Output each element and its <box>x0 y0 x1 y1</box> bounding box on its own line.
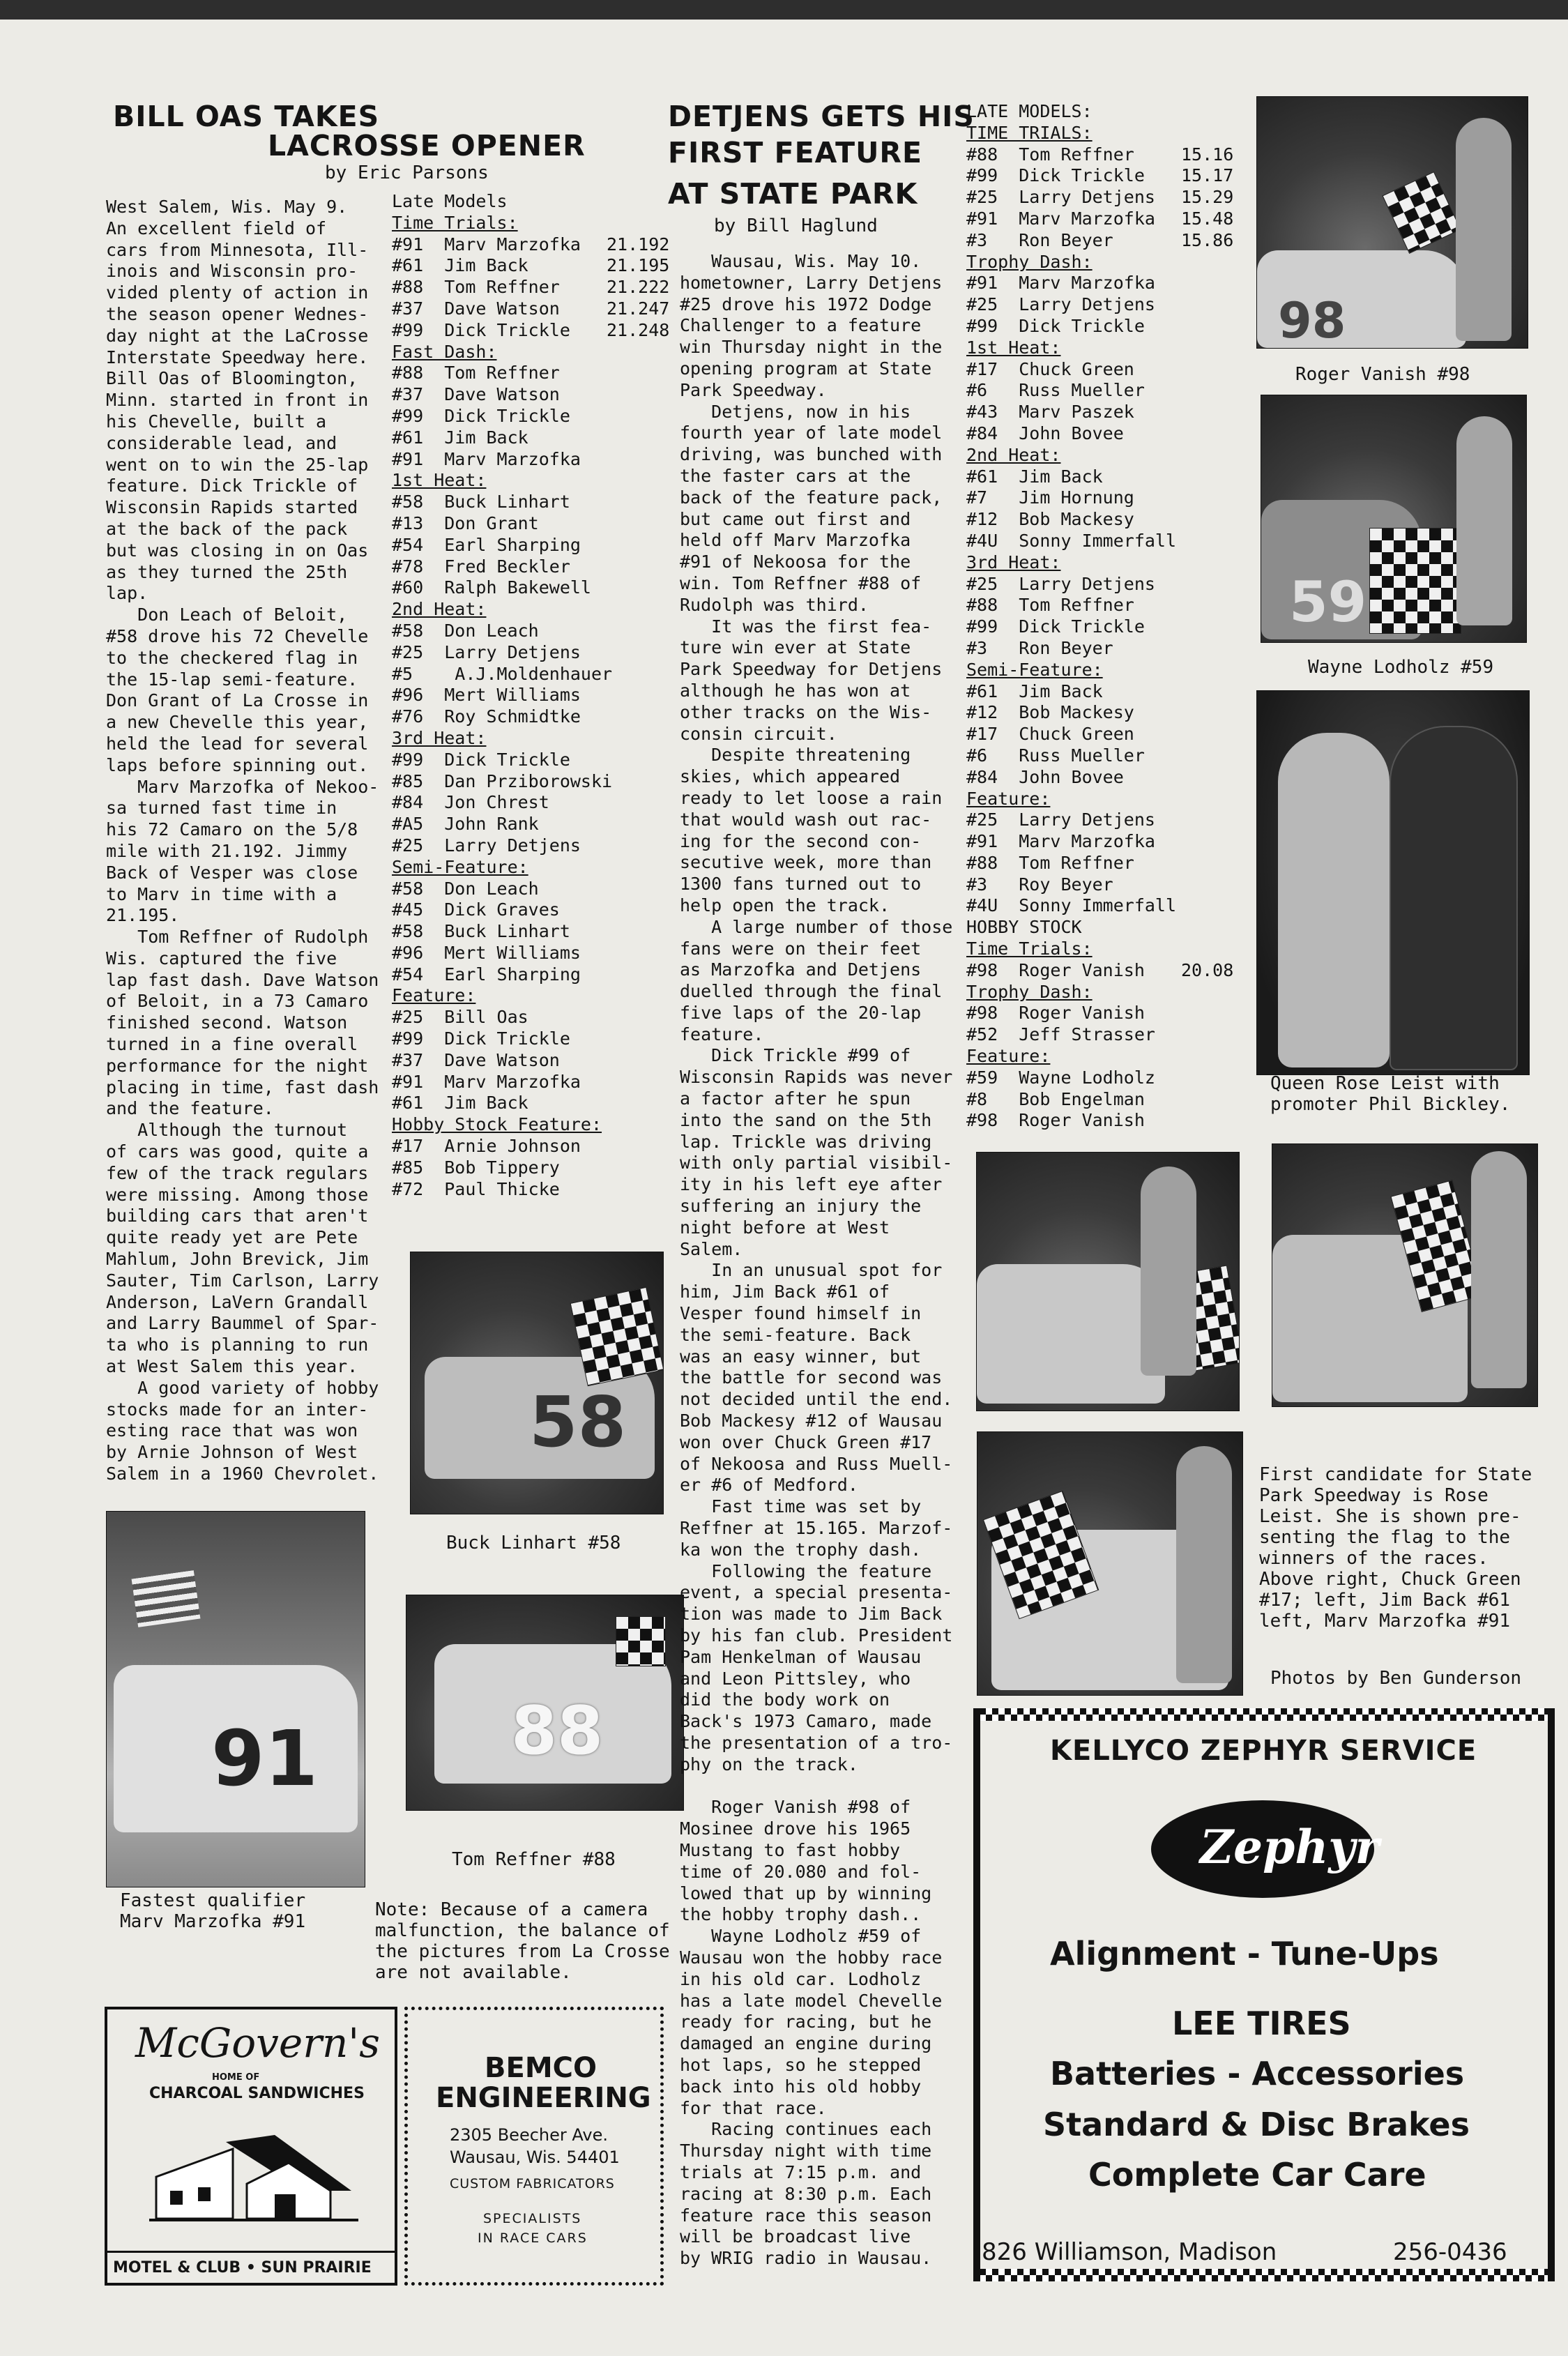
mcgovern-line1: HOME OF <box>212 2072 260 2083</box>
kellyco-line4: Standard & Disc Brakes <box>1043 2106 1470 2143</box>
marv-marzofka-photo <box>106 1511 365 1887</box>
mcgovern-ad <box>105 2007 397 2286</box>
chuck-green-photo <box>1272 1143 1538 1407</box>
driver-entry: #91 Marv Marzofka <box>966 831 1155 852</box>
driver-entry: #99 Dick Trickle <box>392 749 570 770</box>
mcgovern-footer: MOTEL & CLUB • SUN PRAIRIE <box>113 2259 372 2277</box>
lap-time: 15.29 <box>1181 187 1234 208</box>
lap-time: 15.48 <box>1181 208 1234 229</box>
lap-time: 21.248 <box>607 319 670 340</box>
results-row <box>966 294 1233 316</box>
results-row <box>966 466 1233 488</box>
results-row <box>966 402 1233 423</box>
bemco-address1: 2305 Beecher Ave. <box>450 2125 608 2145</box>
marv-marzofka-caption: Fastest qualifier Marv Marzofka #91 <box>120 1890 306 1932</box>
article2-headline-line3: AT STATE PARK <box>668 177 918 211</box>
results-row <box>392 879 669 900</box>
driver-entry: #37 Dave Watson <box>392 1049 560 1070</box>
results-row <box>392 535 669 556</box>
results-heading: Hobby Stock Feature: <box>392 1114 602 1135</box>
driver-entry: #91 Marv Marzofka <box>966 208 1155 229</box>
article2-headline-line2: FIRST FEATURE <box>668 136 923 169</box>
driver-entry: #54 Earl Sharping <box>392 964 581 985</box>
driver-entry: #88 Tom Reffner <box>392 277 560 298</box>
results-row <box>392 384 669 406</box>
driver-entry: #88 Tom Reffner <box>392 363 560 383</box>
bemco-name1: BEMCO <box>485 2052 597 2084</box>
lap-time: 21.195 <box>607 255 670 276</box>
results-row <box>966 230 1233 252</box>
results-row <box>392 298 669 320</box>
bemco-spec2: IN RACE CARS <box>478 2230 588 2246</box>
results-row <box>966 487 1233 509</box>
results-row <box>392 685 669 706</box>
driver-entry: #12 Bob Mackesy <box>966 509 1134 530</box>
results-heading: Feature: <box>392 985 476 1006</box>
kellyco-line3: Batteries - Accessories <box>1050 2055 1465 2092</box>
bemco-name2: ENGINEERING <box>436 2082 651 2114</box>
lap-time: 20.08 <box>1181 959 1234 980</box>
article2-results-title: LATE MODELS: <box>966 101 1093 121</box>
results-heading: TIME TRIALS: <box>966 122 1093 143</box>
queen-promoter-caption: Queen Rose Leist with promoter Phil Bickley. <box>1270 1073 1511 1115</box>
results-row <box>392 771 669 793</box>
driver-entry: #85 Dan Prziborowski <box>392 770 613 791</box>
mcgovern-building-drawing <box>149 2114 358 2226</box>
driver-entry: #3 Ron Beyer <box>966 229 1113 250</box>
lap-time: 15.16 <box>1181 144 1234 165</box>
driver-entry: #58 Don Leach <box>392 620 539 641</box>
kellyco-line2: LEE TIRES <box>1172 2005 1351 2042</box>
scan-top-edge <box>0 0 1568 20</box>
results-row <box>966 509 1233 531</box>
driver-entry: #37 Dave Watson <box>392 298 560 319</box>
results-heading: Feature: <box>966 788 1051 809</box>
results-row <box>966 853 1233 874</box>
driver-entry: #84 John Bovee <box>966 423 1124 443</box>
car-number-label: 98 <box>1278 292 1346 349</box>
wayne-lodholz-caption: Wayne Lodholz #59 <box>1308 657 1494 678</box>
hobby-stock-title: HOBBY STOCK <box>966 917 1082 938</box>
driver-entry: #58 Buck Linhart <box>392 492 570 512</box>
results-row <box>966 745 1233 767</box>
results-row <box>392 449 669 471</box>
hobby-stock-results-list <box>966 938 1233 1132</box>
results-row <box>392 277 669 298</box>
driver-entry: #61 Jim Back <box>966 681 1103 701</box>
driver-entry: #17 Arnie Johnson <box>392 1136 581 1157</box>
car-number-label: 88 <box>511 1693 604 1770</box>
results-heading: Trophy Dash: <box>966 251 1093 272</box>
camera-note: Note: Because of a camera malfunction, the balance of the pictures from La Crosse are not available. <box>375 1899 670 1983</box>
driver-entry: #60 Ralph Bakewell <box>392 577 591 598</box>
results-row <box>966 960 1233 982</box>
driver-entry: #25 Larry Detjens <box>392 835 581 856</box>
results-row <box>392 1028 669 1050</box>
results-row <box>392 1050 669 1072</box>
driver-entry: #96 Mert Williams <box>392 685 581 706</box>
driver-entry: #78 Fred Beckler <box>392 556 570 577</box>
mcgovern-name: McGovern's <box>135 2019 381 2067</box>
buck-linhart-caption: Buck Linhart #58 <box>446 1533 621 1553</box>
results-row <box>392 814 669 835</box>
driver-entry: #45 Dick Graves <box>392 899 560 920</box>
results-row <box>392 921 669 943</box>
results-row <box>392 664 669 685</box>
driver-entry: #61 Jim Back <box>966 466 1103 487</box>
results-row <box>392 234 669 256</box>
driver-entry: #61 Jim Back <box>392 1093 528 1114</box>
driver-entry: #98 Roger Vanish <box>966 959 1145 980</box>
results-row <box>966 423 1233 445</box>
results-row <box>392 406 669 427</box>
results-row <box>966 831 1233 853</box>
driver-entry: #88 Tom Reffner <box>966 595 1134 616</box>
results-row <box>392 1007 669 1028</box>
results-heading: 2nd Heat: <box>966 444 1061 465</box>
article2-body: Wausau, Wis. May 10. hometowner, Larry Detjens #25 drove his 1972 Dodge Challenger to a feature win Thursday night in the opening program at State Park Speedway. Detjens, now in his fourth year of late model driving, was bunched with the faster cars at the back of the feature pack, but came out first and held off Marv Marzofka #91 of Nekoosa for the win. Tom Reffner #88 of Rudolph was third. It was the first fea- ture win ever at State Park Speedway for Detjens although he has won at other tracks on the Wis- consin circuit. Despite threatening skies, which appeared ready to let loose a rain that would wash out rac- ing for the second con- secutive week, more than 1300 fans turned out to help open the track. A large number of those fans were on their feet as Marzofka and Detjens duelled through the final five laps of the 20-lap feature. Dick Trickle #99 of Wisconsin Rapids was never a factor after he spun into the sand on the 5th lap. Trickle was driving with only partial visibil- ity in his left eye after suffering an injury the night before at West Salem. In an unusual spot for him, Jim Back #61 of Vesper found himself in the semi-feature. Back was an easy winner, but the battle for second was not decided until the end. Bob Mackesy #12 of Wausau won over Chuck Green #17 of Nekoosa and Russ Muell- er #6 of Medford. Fast time was set by Reffner at 15.165. Marzof- ka won the trophy dash. Following the feature event, a special presenta- tion was made to Jim Back by his fan club. President Pam Henkelman of Wausau and Leon Pittsley, who did the body work on Back's 1973 Camaro, made the presentation of a tro- phy on the track. Roger Vanish #98 of Mosinee drove his 1965 Mustang to fast hobby time of 20.080 and fol- lowed that up by winning the hobby trophy dash.. Wayne Lodholz #59 of Wausau won the hobby race in his old car. Lodholz has a late model Chevelle ready for racing, but he damaged an engine during hot laps, so he stepped back into his old hobby for that race. Racing continues each Thursday night with time trials at 7:15 p.m. and racing at 8:30 p.m. Each feature race this season will be broadcast live by WRIG radio in Wausau. <box>680 251 953 2269</box>
kellyco-phone: 256-0436 <box>1393 2238 1507 2266</box>
driver-entry: #76 Roy Schmidtke <box>392 706 581 727</box>
car-number-label: 58 <box>529 1381 627 1463</box>
results-row <box>966 810 1233 831</box>
results-heading: 2nd Heat: <box>392 599 487 620</box>
driver-entry: #99 Dick Trickle <box>392 319 570 340</box>
results-heading: 3rd Heat: <box>966 552 1061 572</box>
roger-vanish-photo <box>1256 96 1528 349</box>
results-row <box>966 208 1233 230</box>
results-row <box>966 595 1233 616</box>
kellyco-address: 826 Williamson, Madison <box>982 2238 1277 2266</box>
results-row <box>966 1067 1233 1089</box>
results-row <box>966 1003 1233 1024</box>
lap-time: 15.17 <box>1181 165 1234 186</box>
driver-entry: #99 Dick Trickle <box>966 165 1145 186</box>
results-row <box>392 792 669 814</box>
driver-entry: #88 Tom Reffner <box>966 852 1134 873</box>
driver-entry: #25 Larry Detjens <box>392 641 581 662</box>
bemco-address2: Wausau, Wis. 54401 <box>450 2148 620 2167</box>
driver-entry: #4U Sonny Immerfall <box>966 530 1177 551</box>
driver-entry: #61 Jim Back <box>392 427 528 448</box>
results-row <box>392 1136 669 1157</box>
results-heading: Semi-Feature: <box>392 856 528 877</box>
results-row <box>392 750 669 771</box>
results-heading: Feature: <box>966 1046 1051 1067</box>
results-heading: 1st Heat: <box>966 337 1061 358</box>
results-row <box>966 638 1233 660</box>
results-row <box>392 899 669 921</box>
driver-entry: #91 Marv Marzofka <box>392 234 581 254</box>
results-row <box>392 363 669 384</box>
driver-entry: #99 Dick Trickle <box>392 405 570 426</box>
queen-promoter-photo <box>1256 690 1530 1075</box>
driver-entry: #91 Marv Marzofka <box>392 1071 581 1092</box>
driver-entry: #84 Jon Chrest <box>392 792 549 813</box>
results-heading: Trophy Dash: <box>966 981 1093 1002</box>
driver-entry: #17 Chuck Green <box>966 358 1134 379</box>
results-row <box>392 577 669 599</box>
results-row <box>392 1179 669 1201</box>
driver-entry: #99 Dick Trickle <box>966 315 1145 336</box>
article2-results-list <box>966 123 1233 917</box>
article2-headline-line1: DETJENS GETS HIS <box>668 100 975 133</box>
article2-byline: by Bill Haglund <box>714 215 878 236</box>
results-row <box>392 427 669 449</box>
results-row <box>392 706 669 728</box>
lap-time: 21.247 <box>607 298 670 319</box>
article1-results-title: Late Models <box>392 191 508 211</box>
zephyr-logo <box>1151 1800 1380 1898</box>
driver-entry: #25 Larry Detjens <box>966 294 1155 315</box>
driver-entry: #91 Marv Marzofka <box>966 273 1155 294</box>
article1-headline-line2: LACROSSE OPENER <box>268 129 586 162</box>
driver-entry: #98 Roger Vanish <box>966 1110 1145 1131</box>
results-row <box>392 513 669 535</box>
lap-time: 15.86 <box>1181 229 1234 250</box>
kellyco-line1: Alignment - Tune-Ups <box>1050 1935 1439 1973</box>
driver-entry: #6 Russ Mueller <box>966 380 1145 401</box>
driver-entry: #84 John Bovee <box>966 766 1124 787</box>
results-row <box>392 1157 669 1179</box>
driver-entry: #59 Wayne Lodholz <box>966 1067 1155 1088</box>
results-row <box>966 1089 1233 1111</box>
driver-entry: #58 Don Leach <box>392 878 539 899</box>
results-row <box>966 187 1233 208</box>
results-heading: Time Trials: <box>966 938 1093 959</box>
driver-entry: #25 Larry Detjens <box>966 810 1155 830</box>
article1-headline-line1: BILL OAS TAKES <box>113 100 380 133</box>
article1-results <box>392 191 669 1200</box>
driver-entry: #3 Ron Beyer <box>966 637 1113 658</box>
article1-byline: by Eric Parsons <box>325 162 489 183</box>
driver-entry: #96 Mert Williams <box>392 942 581 963</box>
bemco-tag: CUSTOM FABRICATORS <box>450 2176 615 2191</box>
results-row <box>966 895 1233 917</box>
results-heading: Time Trials: <box>392 212 518 233</box>
driver-entry: #99 Dick Trickle <box>392 1028 570 1049</box>
driver-entry: #54 Earl Sharping <box>392 534 581 555</box>
car-number-label: 59 <box>1289 570 1367 634</box>
buck-linhart-photo <box>410 1252 664 1514</box>
photo-credit: Photos by Ben Gunderson <box>1270 1668 1522 1689</box>
results-row <box>966 316 1233 337</box>
results-row <box>392 1093 669 1114</box>
kellyco-title: KELLYCO ZEPHYR SERVICE <box>1050 1735 1477 1767</box>
results-row <box>966 874 1233 896</box>
lap-time: 21.192 <box>607 234 670 254</box>
results-row <box>392 943 669 964</box>
driver-entry: #12 Bob Mackesy <box>966 702 1134 723</box>
driver-entry: #17 Chuck Green <box>966 724 1134 745</box>
driver-entry: #88 Tom Reffner <box>966 144 1134 165</box>
driver-entry: #85 Bob Tippery <box>392 1157 560 1178</box>
driver-entry: #25 Larry Detjens <box>966 573 1155 594</box>
driver-entry: #52 Jeff Strasser <box>966 1024 1155 1045</box>
wayne-lodholz-photo <box>1261 395 1527 643</box>
results-heading: Fast Dash: <box>392 341 497 362</box>
results-row <box>392 964 669 986</box>
zephyr-logo-text: Zephyr <box>1200 1820 1380 1874</box>
results-row <box>392 621 669 642</box>
driver-entry: #A5 John Rank <box>392 814 539 835</box>
results-row <box>966 767 1233 789</box>
results-row <box>966 165 1233 187</box>
jim-back-photo <box>977 1431 1243 1696</box>
car-number-label: 91 <box>211 1714 319 1803</box>
results-row <box>966 1110 1233 1132</box>
results-row <box>966 574 1233 595</box>
driver-entry: #25 Larry Detjens <box>966 187 1155 208</box>
results-row <box>392 835 669 857</box>
driver-entry: #91 Marv Marzofka <box>392 448 581 469</box>
marzofka-flag-photo <box>976 1152 1240 1411</box>
driver-entry: #72 Paul Thicke <box>392 1178 560 1199</box>
results-row <box>966 702 1233 724</box>
driver-entry: #43 Marv Paszek <box>966 402 1134 423</box>
results-row <box>966 531 1233 552</box>
results-row <box>966 1024 1233 1046</box>
results-row <box>392 1072 669 1093</box>
rose-leist-caption: First candidate for State Park Speedway is Rose Leist. She is shown pre- senting the flag to the winners of the races. Above right, Chuck Green #17; left, Jim Back #61 left, Marv Marzofka #91 <box>1259 1464 1532 1632</box>
results-heading: Semi-Feature: <box>966 659 1103 680</box>
driver-entry: #5 A.J.Moldenhauer <box>392 663 613 684</box>
bemco-ad <box>404 2007 664 2286</box>
driver-entry: #58 Buck Linhart <box>392 921 570 942</box>
article1-body: West Salem, Wis. May 9. An excellent field of cars from Minnesota, Ill- inois and Wisconsin pro- vided plenty of action in the season opener Wednes- day night at the LaCrosse Interstate Speedway here. Bill Oas of Bloomington, Minn. started in front in his Chevelle, built a considerable lead, and went on to win the 25-lap feature. Dick Trickle of Wisconsin Rapids started at the back of the pack but was closing in on Oas as they turned the 25th lap. Don Leach of Beloit, #58 drove his 72 Chevelle to the checkered flag in the 15-lap semi-feature. Don Grant of La Crosse in a new Chevelle this year, held the lead for several laps before spinning out. Marv Marzofka of Nekoo- sa turned fast time in his 72 Camaro on the 5/8 mile with 21.192. Jimmy Back of Vesper was close to Marv in time with a 21.195. Tom Reffner of Rudolph Wis. captured the five lap fast dash. Dave Watson of Beloit, in a 73 Camaro finished second. Watson turned in a fine overall performance for the night placing in time, fast dash and the feature. Although the turnout of cars was good, quite a few of the track regulars were missing. Among those building cars that aren't quite ready yet are Pete Mahlum, John Brevick, Jim Sauter, Tim Carlson, Larry Anderson, LaVern Grandall and Larry Baummel of Spar- ta who is planning to run at West Salem this year. A good variety of hobby stocks made for an inter- esting race that was won by Arnie Johnson of West Salem in a 1960 Chevrolet. <box>106 197 379 1484</box>
results-row <box>966 380 1233 402</box>
results-row <box>966 359 1233 381</box>
tom-reffner-photo <box>406 1595 684 1811</box>
driver-entry: #37 Dave Watson <box>392 384 560 405</box>
driver-entry: #25 Bill Oas <box>392 1007 528 1028</box>
kellyco-ad <box>973 1708 1555 2281</box>
results-row <box>392 255 669 277</box>
tom-reffner-caption: Tom Reffner #88 <box>452 1849 616 1870</box>
lap-time: 21.222 <box>607 277 670 298</box>
results-row <box>392 320 669 342</box>
driver-entry: #61 Jim Back <box>392 255 528 276</box>
results-row <box>966 681 1233 703</box>
driver-entry: #98 Roger Vanish <box>966 1003 1145 1024</box>
roger-vanish-caption: Roger Vanish #98 <box>1295 364 1470 385</box>
bemco-spec1: SPECIALISTS <box>483 2211 582 2226</box>
results-row <box>966 724 1233 745</box>
driver-entry: #7 Jim Hornung <box>966 487 1134 508</box>
results-row <box>392 642 669 664</box>
driver-entry: #4U Sonny Immerfall <box>966 895 1177 916</box>
driver-entry: #3 Roy Beyer <box>966 874 1113 895</box>
results-row <box>966 616 1233 638</box>
driver-entry: #99 Dick Trickle <box>966 616 1145 637</box>
article1-results-list <box>392 213 669 1201</box>
kellyco-line5: Complete Car Care <box>1088 2156 1426 2194</box>
driver-entry: #13 Don Grant <box>392 512 539 533</box>
results-heading: 3rd Heat: <box>392 727 487 748</box>
results-row <box>966 273 1233 294</box>
driver-entry: #6 Russ Mueller <box>966 745 1145 766</box>
results-row <box>966 144 1233 166</box>
mcgovern-line2: CHARCOAL SANDWICHES <box>149 2085 365 2102</box>
driver-entry: #8 Bob Engelman <box>966 1088 1145 1109</box>
results-heading: 1st Heat: <box>392 470 487 491</box>
article2-results <box>966 101 1233 1132</box>
results-row <box>392 556 669 578</box>
results-row <box>392 492 669 513</box>
